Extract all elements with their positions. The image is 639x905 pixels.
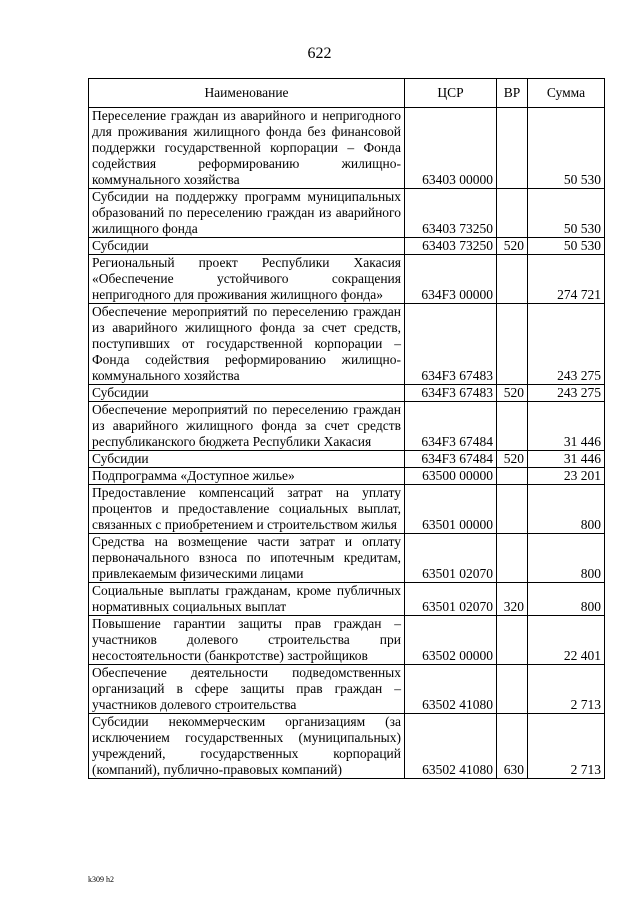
row-csr-code: 634F3 67484 [405,402,497,451]
row-amount: 22 401 [528,616,605,665]
table-row [89,304,605,385]
row-amount: 2 713 [528,665,605,714]
row-amount: 23 201 [528,468,605,485]
table-row [89,468,605,485]
row-csr-code: 63502 41080 [405,665,497,714]
table-row [89,714,605,779]
row-name: Субсидии [89,451,405,468]
row-amount: 50 530 [528,238,605,255]
row-name: Социальные выплаты гражданам, кроме публичных нормативных социальных выплат [89,583,405,616]
row-amount: 800 [528,583,605,616]
table-row [89,385,605,402]
row-vr-code [497,485,528,534]
row-vr-code [497,304,528,385]
row-csr-code: 63502 41080 [405,714,497,779]
table-row [89,189,605,238]
row-vr-code: 520 [497,238,528,255]
table-row [89,485,605,534]
row-amount: 243 275 [528,385,605,402]
row-name: Обеспечение деятельности подведомственных организаций в сфере защиты прав граждан – участников долевого строительства [89,665,405,714]
table-row [89,108,605,189]
row-name: Предоставление компенсаций затрат на уплату процентов и предоставление социальных выплат, связанных с приобретением и строительством жилья [89,485,405,534]
row-amount: 31 446 [528,451,605,468]
table-row [89,238,605,255]
row-amount: 2 713 [528,714,605,779]
row-name: Средства на возмещение части затрат и оплату первоначального взноса по ипотечным кредитам, привлекаемым физическими лицами [89,534,405,583]
row-csr-code: 63501 00000 [405,485,497,534]
table-row [89,534,605,583]
row-csr-code: 634F3 00000 [405,255,497,304]
row-vr-code [497,534,528,583]
row-amount: 243 275 [528,304,605,385]
header-sum: Сумма [528,79,605,108]
header-vr: ВР [497,79,528,108]
row-name: Субсидии [89,385,405,402]
row-amount: 800 [528,534,605,583]
row-amount: 274 721 [528,255,605,304]
row-csr-code: 63501 02070 [405,534,497,583]
row-csr-code: 63500 00000 [405,468,497,485]
table-row [89,616,605,665]
row-csr-code: 63502 00000 [405,616,497,665]
row-name: Субсидии некоммерческим организациям (за исключением государственных (муниципальных) учреждений, государственных корпораций (компаний), публично-правовых компаний) [89,714,405,779]
table-row [89,665,605,714]
row-vr-code: 630 [497,714,528,779]
table-row [89,402,605,451]
row-vr-code [497,108,528,189]
row-vr-code [497,255,528,304]
row-csr-code: 634F3 67483 [405,385,497,402]
row-name: Субсидии [89,238,405,255]
row-name: Повышение гарантии защиты прав граждан – участников долевого строительства при несостоятельности (банкротстве) застройщиков [89,616,405,665]
row-csr-code: 634F3 67484 [405,451,497,468]
row-name: Региональный проект Республики Хакасия «Обеспечение устойчивого сокращения непригодного для проживания жилищного фонда» [89,255,405,304]
row-name: Переселение граждан из аварийного и непригодного для проживания жилищного фонда без финансовой поддержки государственной корпорации – Фонда содействия реформированию жилищно-коммунального хозяйства [89,108,405,189]
header-name: Наименование [89,79,405,108]
row-csr-code: 63501 02070 [405,583,497,616]
row-vr-code [497,665,528,714]
row-vr-code [497,616,528,665]
row-vr-code: 520 [497,385,528,402]
row-vr-code [497,402,528,451]
row-name: Субсидии на поддержку программ муниципальных образований по переселению граждан из аварийного жилищного фонда [89,189,405,238]
table-header-row [89,79,605,108]
row-amount: 800 [528,485,605,534]
row-vr-code: 520 [497,451,528,468]
table-row [89,451,605,468]
footer-code: k309 h2 [88,875,114,884]
table-row [89,255,605,304]
page-number: 622 [307,45,332,62]
row-vr-code [497,468,528,485]
row-name: Обеспечение мероприятий по переселению граждан из аварийного жилищного фонда за счет средств, поступивших от государственной корпорации – Фонда содействия реформированию жилищно-коммунального хозяйства [89,304,405,385]
row-csr-code: 634F3 67483 [405,304,497,385]
row-amount: 50 530 [528,108,605,189]
row-csr-code: 63403 00000 [405,108,497,189]
row-name: Обеспечение мероприятий по переселению граждан из аварийного жилищного фонда за счет средств республиканского бюджета Республики Хакасия [89,402,405,451]
table-row [89,583,605,616]
header-csr: ЦСР [405,79,497,108]
row-vr-code [497,189,528,238]
row-amount: 50 530 [528,189,605,238]
row-amount: 31 446 [528,402,605,451]
row-vr-code: 320 [497,583,528,616]
row-csr-code: 63403 73250 [405,238,497,255]
row-csr-code: 63403 73250 [405,189,497,238]
row-name: Подпрограмма «Доступное жилье» [89,468,405,485]
budget-table [88,78,605,779]
